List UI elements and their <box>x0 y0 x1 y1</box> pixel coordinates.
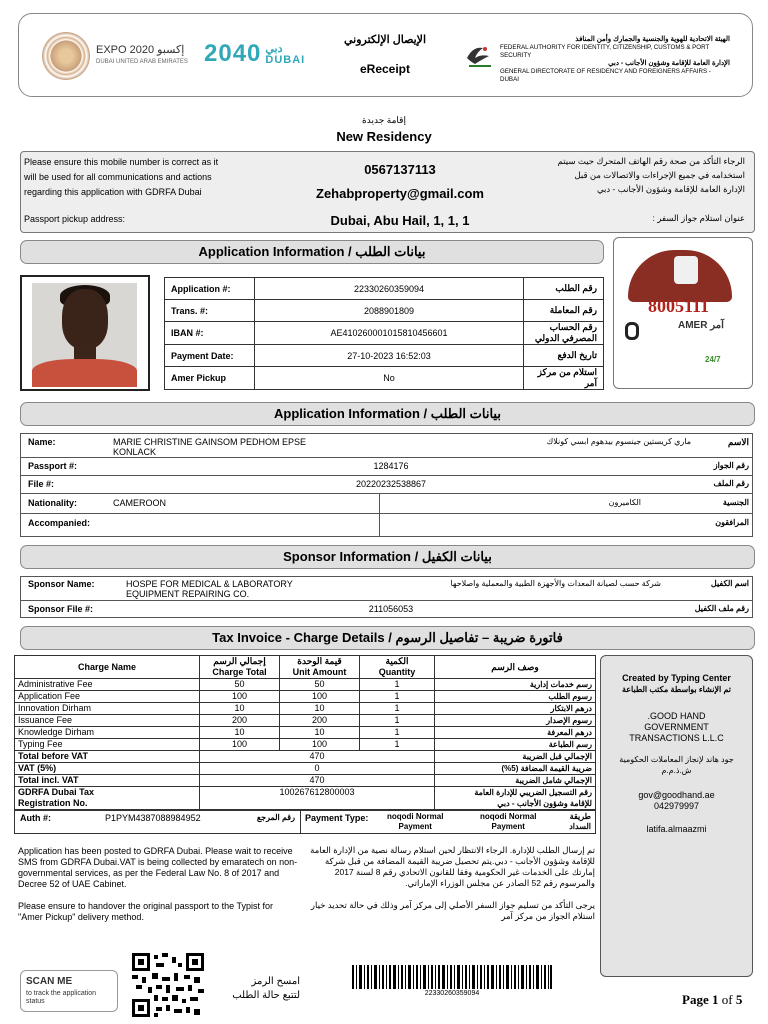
charge-unit: 10 <box>280 727 360 739</box>
notice-line-ar: استخدامه في جميع الإجراءات والاتصالات من قبل <box>574 170 745 180</box>
sponsor-name-value-ar: شركة حسب لصيانة المعدات والأجهزة الطبية والمعملية واصلاحها <box>450 579 661 588</box>
typist-username: latifa.almaazmi <box>646 824 707 834</box>
company-phone: 042979997 <box>653 801 700 811</box>
application-row <box>165 322 604 345</box>
scan-title: SCAN ME <box>26 976 73 987</box>
charge-row <box>15 679 596 691</box>
charge-total: 50 <box>200 679 280 691</box>
nationality-label: Nationality: <box>28 498 78 508</box>
scan-text-ar <box>220 975 300 1003</box>
accompanied-label-ar: المرافقون <box>715 518 749 527</box>
notice-line-ar: الإدارة العامة للإقامة وشؤون الأجانب - دبي <box>596 184 745 194</box>
note-paragraph-ar: يرجى التأكد من تسليم جواز السفر الأصلي إلى مركز آمر وذلك في حالة تحديد خيار استلام الجواز من مركز آمر <box>310 900 595 921</box>
pickup-address-label-ar: عنوان استلام جواز السفر : <box>652 213 745 223</box>
sponsor-name-label-ar: اسم الكفيل <box>710 579 749 588</box>
charge-name: Application Fee <box>15 691 200 703</box>
total-desc-ar: الإجمالي شامل الضريبة <box>435 775 596 787</box>
ereceipt-title: eReceipt <box>359 62 411 76</box>
payment-type-label: Payment Type: <box>305 813 369 823</box>
app-row-label: Payment Date: <box>165 345 255 367</box>
application-row <box>165 345 604 367</box>
charge-qty: 1 <box>360 727 435 739</box>
auth-label-ar: رقم المرجع <box>256 813 295 822</box>
notes-ar <box>305 845 595 922</box>
gdrfa-en-line2: GENERAL DIRECTORATE OF RESIDENCY AND FOREIGNERS AFFAIRS - DUBAI <box>500 68 711 83</box>
total-row <box>15 763 596 775</box>
nationality-value-ar: الكاميرون <box>608 498 641 507</box>
charge-row <box>15 727 596 739</box>
scan-me-box <box>20 970 118 1012</box>
company-name-ar: جود هاند لإنجاز المعاملات الحكومية <box>619 755 734 764</box>
charge-desc-ar: رسوم الطلب <box>435 691 596 703</box>
scan-ar-line: لتتبع حالة الطلب <box>232 990 300 1001</box>
charge-total: 100 <box>200 691 280 703</box>
col-quantity: الكمية Quantity <box>360 656 435 679</box>
passport-value: 1284176 <box>373 461 409 471</box>
sponsor-file-label: Sponsor File #: <box>28 604 94 614</box>
application-row <box>165 367 604 390</box>
charge-total: 10 <box>200 703 280 715</box>
charge-qty: 1 <box>360 715 435 727</box>
dubai-en: DUBAI <box>265 53 306 66</box>
name-value-ar: ماري كريستين جينسوم بيدهوم ابسي كونلاك <box>546 437 691 446</box>
scan-subtitle: to track the application status <box>26 990 97 1005</box>
name-label: Name: <box>28 437 56 447</box>
charge-total: 10 <box>200 727 280 739</box>
falcon-emblem-icon <box>463 40 497 70</box>
app-row-label-ar: رقم المعاملة <box>524 300 604 322</box>
service-title-ar: إقامة جديدة <box>362 115 406 125</box>
mobile-number: 0567137113 <box>364 162 436 177</box>
emblem-icon <box>674 256 698 284</box>
amer-hours: 24/7 <box>705 355 721 364</box>
charge-row <box>15 715 596 727</box>
total-desc-ar: الإجمالي قبل الضريبة <box>435 751 596 763</box>
charge-name: Innovation Dirham <box>15 703 200 715</box>
charge-total: 200 <box>200 715 280 727</box>
sponsor-file-label-ar: رقم ملف الكفيل <box>694 604 749 613</box>
app-row-label: Trans. #: <box>165 300 255 322</box>
expo-title: EXPO 2020 إكسبو <box>96 44 185 56</box>
total-desc-ar: ضريبة القيمة المضافة (5%) <box>435 763 596 775</box>
service-title: New Residency <box>336 129 432 144</box>
app-row-value: 2088901809 <box>255 300 524 322</box>
charge-qty: 1 <box>360 739 435 751</box>
tax-reg-label-ar: رقم التسجيل الضريبي للإدارة العامة للإقامة وشؤون الأجانب - دبي <box>435 787 596 810</box>
mobile-notice-ar <box>545 154 745 196</box>
tax-invoice-header: Tax Invoice - Charge Details / فاتورة ضريبة – تفاصيل الرسوم <box>20 626 755 650</box>
note-paragraph: Application has been posted to GDRFA Dubai. Please wait to receive SMS from GDRFA Dubai.VAT is being collected by emaratech on non-governmental services, as per the Federal Law No. 8 of 2017 and Decree 52 of UAE Cabinet. <box>18 846 298 889</box>
grid-divider <box>379 494 380 537</box>
personal-details-grid <box>20 433 753 537</box>
gdrfa-ar-line2: الإدارة العامة للإقامة وشؤون الأجانب - دبي <box>608 60 730 67</box>
charge-unit: 50 <box>280 679 360 691</box>
name-value: MARIE CHRISTINE GAINSOM PEDHOM EPSE KONLACK <box>113 437 307 457</box>
total-row <box>15 775 596 787</box>
sponsor-info-header: Sponsor Information / بيانات الكفيل <box>20 545 755 569</box>
notice-line: will be used for all communications and actions <box>24 172 212 182</box>
app-row-label-ar: رقم الحساب المصرفي الدولي <box>524 322 604 345</box>
headset-icon <box>625 322 639 340</box>
amer-word: AMER آمر <box>678 320 724 331</box>
created-by-label-ar: تم الإنشاء بواسطة مكتب الطباعة <box>621 685 732 694</box>
col-charge-total: إجمالي الرسم Charge Total <box>200 656 280 679</box>
file-label: File #: <box>28 479 55 489</box>
barcode-number: 22330260359094 <box>424 990 480 997</box>
note-paragraph: Please ensure to handover the original passport to the Typist for "Amer Pickup" delivery method. <box>18 901 273 922</box>
auth-label: Auth #: <box>20 813 51 823</box>
notice-line-ar: الرجاء التأكد من صحة رقم الهاتف المتحرك حيث سيتم <box>557 156 745 166</box>
application-info-header: Application Information / بيانات الطلب <box>20 240 604 264</box>
app-row-label-ar: استلام من مركز آمر <box>524 367 604 390</box>
application-table <box>164 277 604 390</box>
charge-name: Knowledge Dirham <box>15 727 200 739</box>
app-row-value: 22330260359094 <box>255 278 524 300</box>
total-row <box>15 751 596 763</box>
charge-desc-ar: رسم الطباعة <box>435 739 596 751</box>
qr-code-icon[interactable] <box>132 953 204 1017</box>
mobile-notice <box>24 155 264 200</box>
app-row-label: Application #: <box>165 278 255 300</box>
total-value: 470 <box>200 775 435 787</box>
app-row-value: 27-10-2023 16:52:03 <box>255 345 524 367</box>
auth-row <box>14 810 596 834</box>
application-row <box>165 300 604 322</box>
d2040-number: 2040 <box>204 40 262 67</box>
app-row-label: IBAN #: <box>165 322 255 345</box>
col-description-ar: وصف الرسم <box>435 656 596 679</box>
accompanied-label: Accompanied: <box>28 518 91 528</box>
charge-name: Typing Fee <box>15 739 200 751</box>
charge-name: Administrative Fee <box>15 679 200 691</box>
nationality-label-ar: الجنسية <box>722 498 749 507</box>
amer-phone-number: 8005111 <box>648 296 710 316</box>
email-address: Zehabproperty@gmail.com <box>316 186 484 201</box>
notice-line: regarding this application with GDRFA Dubai <box>24 187 202 197</box>
auth-value: P1PYM4387088984952 <box>105 813 201 823</box>
gdrfa-ar-line1: الهيئة الاتحادية للهوية والجنسية والجمارك وأمن المنافذ <box>575 36 730 43</box>
col-charge-name: Charge Name <box>15 656 200 679</box>
sponsor-name-value: HOSPE FOR MEDICAL & LABORATORY EQUIPMENT REPAIRING CO. <box>126 579 293 599</box>
payment-type-label-ar: طريقة السداد <box>569 812 591 831</box>
col-unit-amount: قيمة الوحدة Unit Amount <box>280 656 360 679</box>
sponsor-file-value: 211056053 <box>368 604 414 614</box>
passport-label: Passport #: <box>28 461 78 471</box>
payment-type-value-ar: noqodi Normal Payment <box>480 812 537 831</box>
typing-center-info <box>604 673 749 835</box>
pickup-address-label: Passport pickup address: <box>24 214 126 224</box>
total-value: 0 <box>200 763 435 775</box>
expo-2020-text <box>96 44 188 68</box>
name-label-ar: الاسم <box>727 437 749 447</box>
auth-divider <box>300 811 301 833</box>
gdrfa-en-line1: FEDERAL AUTHORITY FOR IDENTITY, CITIZENSHIP, CUSTOMS & PORT SECURITY <box>500 44 710 59</box>
scan-ar-line: امسح الرمز <box>251 976 300 987</box>
dubai-ar: دبي <box>265 42 283 55</box>
charge-qty: 1 <box>360 679 435 691</box>
ereceipt-title-ar: الإيصال الإلكتروني <box>343 34 427 46</box>
total-name: Total incl. VAT <box>15 775 200 787</box>
nationality-value: CAMEROON <box>113 498 167 508</box>
charge-unit: 100 <box>280 691 360 703</box>
total-name: Total before VAT <box>15 751 200 763</box>
tax-registration-row <box>15 787 596 810</box>
barcode-icon <box>352 965 552 989</box>
charge-unit: 200 <box>280 715 360 727</box>
expo-subtitle: DUBAI UNITED ARAB EMIRATES <box>96 59 188 65</box>
charge-total: 100 <box>200 739 280 751</box>
notes-en <box>18 846 298 923</box>
tax-reg-value: 100267612800003 <box>200 787 435 810</box>
total-name: VAT (5%) <box>15 763 200 775</box>
note-paragraph-ar: تم إرسال الطلب للإدارة. الرجاء الانتظار لحين استلام رسالة نصية من الإدارة العامة للإقامة وشؤون الأجانب - دبي.يتم تحصيل ضريبة القيمة المضافة من قبل شركة إمارتك على الخدمات غير الحكومية وفقا للقانون الاتحادي رقم 8 لسنة 2017 والمرسوم رقم 52 الصادر عن مجلس الوزراء الإماراتي. <box>310 845 595 888</box>
charge-desc-ar: درهم الابتكار <box>435 703 596 715</box>
applicant-photo <box>32 283 137 387</box>
app-row-label-ar: تاريخ الدفع <box>524 345 604 367</box>
file-value: 20220232538867 <box>355 479 427 489</box>
charge-details-table <box>14 655 596 810</box>
application-row <box>165 278 604 300</box>
company-name: .GOOD HAND <box>647 711 706 721</box>
file-label-ar: رقم الملف <box>713 479 749 488</box>
app-row-value: No <box>255 367 524 390</box>
company-name: GOVERNMENT <box>644 722 709 732</box>
charge-desc-ar: رسم خدمات إدارية <box>435 679 596 691</box>
company-email: gov@goodhand.ae <box>638 790 715 800</box>
app-row-value: AE410260001015810456601 <box>255 322 524 345</box>
passport-label-ar: رقم الجواز <box>713 461 749 470</box>
charge-row <box>15 691 596 703</box>
dubai-2040-logo <box>204 40 305 68</box>
charge-qty: 1 <box>360 703 435 715</box>
charge-row <box>15 739 596 751</box>
charge-qty: 1 <box>360 691 435 703</box>
created-by-label: Created by Typing Center <box>622 673 731 683</box>
sponsor-grid <box>20 576 753 618</box>
expo-2020-logo <box>42 32 90 80</box>
charge-desc-ar: درهم المعرفة <box>435 727 596 739</box>
page-number: Page 1 of 5 <box>682 992 743 1007</box>
tax-reg-label: GDRFA Dubai Tax Registration No. <box>15 787 200 810</box>
gdrfa-authority-text <box>500 36 730 84</box>
charge-unit: 10 <box>280 703 360 715</box>
company-name-ar: ش.ذ.م.م <box>661 766 692 775</box>
app-row-label: Amer Pickup <box>165 367 255 390</box>
charge-unit: 100 <box>280 739 360 751</box>
charge-row <box>15 703 596 715</box>
notice-line: Please ensure this mobile number is correct as it <box>24 157 219 167</box>
sponsor-name-label: Sponsor Name: <box>28 579 95 589</box>
application-info-header-2: Application Information / بيانات الطلب <box>20 402 755 426</box>
total-value: 470 <box>200 751 435 763</box>
app-row-label-ar: رقم الطلب <box>524 278 604 300</box>
charge-name: Issuance Fee <box>15 715 200 727</box>
charge-desc-ar: رسوم الإصدار <box>435 715 596 727</box>
pickup-address: Dubai, Abu Hail, 1, 1, 1 <box>330 213 470 228</box>
company-name: TRANSACTIONS L.L.C <box>629 733 724 743</box>
payment-type-value: noqodi Normal Payment <box>387 812 444 831</box>
